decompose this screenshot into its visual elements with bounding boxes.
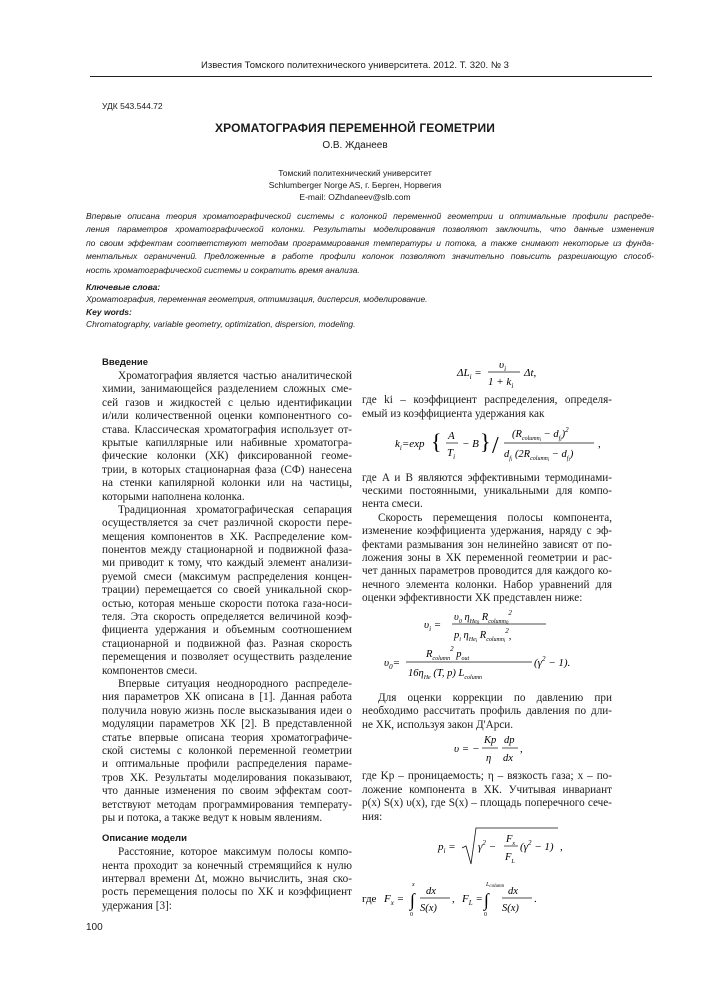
- text-line: теля. Эта скорость определяется величиной коэф-: [102, 611, 352, 624]
- text-line: и/или количественной оценки компонентного со-: [102, 410, 352, 423]
- text-line: ложение компонента в ХК. Учитывая инвариант: [362, 783, 612, 796]
- eq7-dx2: dx: [508, 886, 518, 898]
- eq2-minus-b: − B: [462, 438, 479, 451]
- text-line: ложения зоны в ХК переменной геометрии и рас-: [362, 551, 612, 564]
- eq4-numerator: $R_{column}^2$ $p_{out}$: [426, 644, 470, 662]
- eq2-lhs: $k_i=\exp$: [395, 438, 425, 453]
- text-line: остью, которая меньше скорости потока газа-носи-: [102, 597, 352, 610]
- eq2-denominator: $d_fi$ $(2R_{column}i - d_fi)$: [504, 449, 574, 464]
- text-line: получила новую жизнь после высказывания идеи о: [102, 704, 352, 717]
- text-line: ми приводит к тому, что каждый элемент анализи-: [102, 557, 352, 570]
- eq7-int2-lower: 0: [484, 912, 487, 919]
- eq4-rhs: $(\gamma^2 - 1)$.: [534, 654, 571, 669]
- text-line: где A и B являются эффективными термодинами-: [362, 471, 612, 484]
- eq2-brace-right: }: [480, 429, 491, 455]
- text-line: руемой смеси (максимум распределения концен-: [102, 570, 352, 583]
- section-heading-model: Описание модели: [102, 833, 187, 845]
- text-line: ской системы с колонкой переменной геометрии: [102, 744, 352, 757]
- eq3-denominator: $p_i$ $\eta_{He}i$ $R_{column}i^2$,: [454, 626, 512, 644]
- eq2-slash: /: [492, 433, 499, 460]
- text-line: изменение коэффициента удержания, наряду с эф-: [362, 525, 612, 538]
- text-line: интервал времени Δt, можно вычислить, зная ско-: [102, 873, 352, 886]
- text-line: где ki – коэффициент распределения, определя-: [362, 394, 612, 407]
- eq7-period: .: [534, 893, 537, 906]
- eq7-int1-upper: x: [412, 882, 415, 889]
- author-name: О.В. Жданеев: [322, 140, 388, 151]
- text-line: Для оценки коррекции по давлению при: [378, 691, 612, 704]
- article-title: ХРОМАТОГРАФИЯ ПЕРЕМЕННОЙ ГЕОМЕТРИИ: [215, 121, 495, 135]
- text-line: нечного элемента колонки. Набор уравнений для: [362, 578, 612, 591]
- email-line: E-mail: OZhdaneev@slb.com: [299, 192, 411, 202]
- eq7-integral2: ∫: [484, 890, 489, 911]
- text-line: сей газов и жидкостей с целью идентификации: [102, 396, 352, 409]
- abstract-line: по своим эффектам соответствуют методам программирования температуры и потока, а также снимают некоторые из фунда-: [86, 237, 654, 248]
- text-line: ния параметров ХК описана в [1]. Данная работа: [102, 691, 352, 704]
- text-line: необходимо рассчитать профиль давления по дли-: [362, 705, 612, 718]
- text-line: компонентов смеси.: [102, 664, 198, 677]
- text-line: чет данных параметров проводится для каждого ко-: [362, 565, 612, 578]
- text-line: осуществляется за счет различной скорости пере-: [102, 517, 352, 530]
- text-line: мещения компонентов в ХК. Распределение ком-: [102, 530, 352, 543]
- equation-pressure-profile: [362, 824, 612, 870]
- text-line: трии, в которых стационарная фаза (СФ) нанесена: [102, 463, 352, 476]
- equation-darcy: [362, 732, 612, 766]
- text-line: удержания [3]:: [102, 899, 172, 912]
- equation-integrals: [362, 874, 612, 924]
- keywords-ru-label: Ключевые слова:: [86, 282, 161, 292]
- eq7-fx: $F_x$ =: [384, 893, 405, 908]
- abstract: [86, 210, 654, 277]
- text-line: фектами размывания зон нелинейно зависят от по-: [362, 538, 612, 551]
- equation-distribution-coefficient: [362, 421, 612, 467]
- text-line: где Kp – проницаемость; η – вязкость газа; x – по-: [362, 770, 612, 783]
- text-line: фициента удержания и объемным соотношением: [102, 624, 352, 637]
- abstract-line: ления параметров хроматографической колонки. Результаты моделирования позволяют заключить, что данные изменения: [86, 224, 654, 235]
- eq2-t: $T_i$: [447, 447, 456, 462]
- text-line: понентов между стационарной и подвижной фаза-: [102, 544, 352, 557]
- eq4-lhs: $\upsilon_0=$: [384, 656, 400, 671]
- keywords-en-label: Key words:: [86, 307, 132, 317]
- text-line: Впервые ситуация неоднородного распределе-: [118, 677, 352, 690]
- eq2-numerator: $(R_{column}i - d_fi)^2$: [512, 426, 569, 444]
- text-line: которыми наполнена колонка.: [102, 490, 245, 503]
- affiliation-line: Томский политехнический университет: [278, 168, 432, 178]
- eq3-lhs: $\upsilon_i$ =: [424, 618, 442, 633]
- affiliation: [0, 167, 710, 203]
- text-line: емый из коэффициента удержания как: [362, 407, 545, 420]
- eq7-s1: S(x): [420, 903, 437, 915]
- text-line: не ХК, используя закон Д'Арси.: [362, 718, 514, 731]
- eq1-denominator: $1 + k_i$: [488, 376, 514, 390]
- text-line: оценки эффективности ХК представлен ниже:: [362, 592, 583, 605]
- eq6-comma: ,: [560, 841, 563, 854]
- text-line: p(x) S(x) υ(x), где S(x) – площадь поперечного сече-: [362, 797, 612, 810]
- abstract-line: ментальных ограничений. Предложенные в работе профили колонок позволяют значительно повысить разрешающую способ-: [86, 251, 654, 262]
- text-line: Традиционная хроматографическая сепарация: [118, 503, 352, 516]
- eq5-comma: ,: [520, 743, 523, 756]
- eq2-a: A: [448, 430, 455, 443]
- eq7-integral1: ∫: [410, 890, 415, 911]
- text-line: на стенки капилярной колонки или на частицы,: [102, 477, 352, 490]
- text-line: крытые капиллярные или набивные хроматогра-: [102, 436, 352, 449]
- eq5-kp: Kp: [484, 735, 497, 747]
- right-column: [362, 356, 612, 929]
- eq7-int1-lower: 0: [410, 912, 413, 919]
- eq7-int2-upper: Lcolumn: [486, 882, 505, 890]
- text-line: нента проходит за конечный стремящийся к нулю: [102, 859, 352, 872]
- text-line: нента смеси.: [362, 498, 423, 511]
- keywords-en: Chromatography, variable geometry, optimization, dispersion, modeling.: [86, 319, 356, 329]
- eq2-brace-left: {: [431, 429, 442, 455]
- eq5-dx: dx: [503, 753, 513, 765]
- eq5-lhs: υ = −: [454, 743, 480, 756]
- text-line: перемещения и позволяет осуществить разделение: [102, 651, 352, 664]
- text-line: Хроматография является частью аналитической: [118, 370, 352, 382]
- text-line: фические колонки (ХК) фиксированной геоме-: [102, 450, 352, 463]
- eq1-rhs: Δt,: [524, 367, 537, 379]
- eq5-eta: η: [486, 753, 492, 765]
- eq6-lhs: $p_i$ =: [438, 841, 456, 856]
- header-rule: [90, 76, 652, 77]
- text-line: ры и потока, а также ведут к новым явлениям.: [102, 811, 323, 824]
- eq5-dp: dp: [504, 735, 515, 747]
- eq1-numerator: $\upsilon_i$: [499, 359, 507, 373]
- spacer: [102, 825, 352, 832]
- eq2-comma: ,: [598, 438, 601, 451]
- eq7-s2: S(x): [502, 903, 519, 915]
- text-line: стационарной и подвижной фаз. Разная скорость: [102, 637, 352, 650]
- page-number: 100: [86, 922, 103, 933]
- text-line: химии, занимающейся разделением сложных сме-: [102, 383, 352, 396]
- eq4-denominator: $16\eta_{He}$ (T, p) $L_{column}$: [408, 667, 483, 681]
- eq6-gamma: $\gamma^2$ −: [478, 839, 497, 854]
- text-line: трации) перемещается со своей уникальной скор-: [102, 584, 352, 597]
- eq7-fl: $F_L$ =: [462, 893, 483, 908]
- text-line: статье впервые описана теория хроматографиче-: [102, 731, 352, 744]
- affiliation-line: Schlumberger Norge AS, г. Берген, Норвегия: [268, 180, 442, 190]
- section-heading-intro: Введение: [102, 357, 149, 368]
- text-line: тров ХК. Результаты моделирования показывают,: [102, 771, 352, 784]
- text-line: что данные изменения по своим эффектам соот-: [102, 785, 352, 798]
- text-line: модуляции параметров ХК [2]. В представленной: [102, 718, 352, 731]
- eq7-dx1: dx: [426, 886, 436, 898]
- text-line: Скорость перемещения полосы компонента,: [378, 511, 612, 524]
- text-line: става. Классическая хроматография использует от-: [102, 423, 352, 436]
- eq6-fl: $F_L$: [505, 852, 515, 866]
- abstract-line: ность хроматографической системы и сократить время анализа.: [86, 264, 360, 275]
- equation-velocity: [362, 606, 612, 682]
- text-line: и оптимальные профили распределения параме-: [102, 758, 352, 771]
- text-line: ветствуют методам программирования температу-: [102, 798, 352, 811]
- eq6-tail: $(\gamma^2 - 1)$: [520, 839, 554, 854]
- eq7-where: где: [362, 893, 377, 906]
- udc-code: УДК 543.544.72: [102, 101, 163, 111]
- left-column: [102, 356, 352, 913]
- keywords-ru: Хроматография, переменная геометрия, оптимизация, дисперсия, моделирование.: [86, 294, 428, 304]
- running-header: Известия Томского политехнического университета. 2012. Т. 320. № 3: [201, 60, 509, 71]
- text-line: ческими постоянными, уникальными для компо-: [362, 484, 612, 497]
- eq3-numerator: $\upsilon_0$ $\eta_{He}0$ $R_{column}0^2$: [454, 608, 512, 626]
- abstract-line: Впервые описана теория хроматографической системы с колонкой переменной геометрии и оптимальные профили распреде-: [86, 211, 654, 221]
- eq1-lhs: $\Delta L_i$ =: [457, 367, 482, 381]
- eq6-fx: $F_x$: [506, 834, 516, 848]
- text-line: Расстояние, которое максимум полосы компо-: [118, 846, 352, 859]
- equation-band-displacement: [362, 356, 612, 390]
- eq7-comma1: ,: [452, 893, 455, 906]
- text-line: ния:: [362, 810, 383, 823]
- text-line: рость перемещения полосы по ХК и коэффициент: [102, 886, 352, 899]
